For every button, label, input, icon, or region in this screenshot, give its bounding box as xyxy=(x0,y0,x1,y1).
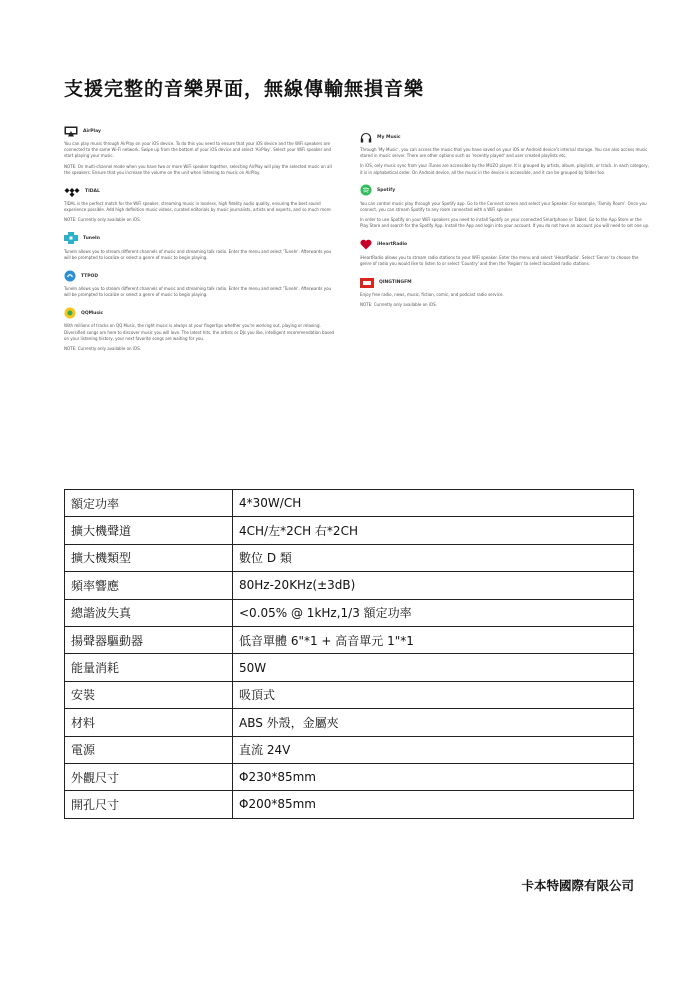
spec-value: 數位 D 類 xyxy=(233,544,634,571)
service-my-music xyxy=(360,130,650,176)
service-qingtingfm xyxy=(360,275,650,308)
service-name: QQMusic xyxy=(81,310,104,316)
spec-value: <0.05% @ 1kHz,1/3 額定功率 xyxy=(233,599,634,626)
table-row xyxy=(65,517,634,544)
spec-value: 80Hz-20KHz(±3dB) xyxy=(233,572,634,599)
spec-key: 開孔尺寸 xyxy=(65,791,233,818)
service-description: Enjoy free radio, news, music, fiction, comic, and podcast radio service. xyxy=(360,292,504,298)
service-airplay xyxy=(64,124,336,176)
right-service-column xyxy=(360,130,650,316)
page-title: 支援完整的音樂界面，無線傳輸無損音樂 xyxy=(64,78,425,100)
tidal-icon xyxy=(64,182,80,201)
spec-key: 電源 xyxy=(65,736,233,763)
airplay-icon xyxy=(64,122,78,141)
service-spotify xyxy=(360,184,650,230)
table-row xyxy=(65,490,634,517)
service-iheartradio xyxy=(360,238,650,267)
spec-value: Φ230*85mm xyxy=(233,763,634,790)
service-tidal xyxy=(64,184,336,224)
spec-key: 安裝 xyxy=(65,681,233,708)
service-description: TuneIn allows you to stream different channels of music and streaming talk radio. Enter the menu and select 'TuneIn'. Afterwards you will be prompted to localize or select a genre of music to begin playing. xyxy=(64,286,332,298)
iheartradio-icon xyxy=(360,235,372,254)
service-description: In iOS, only music sync from your iTunes are accessible by the MUZO player. It is grouped by artists, album, playlists, or track. In each category, it is in alphabetical order. On Android device, all the music in the device is accessible, and it can be grouped by folder too. xyxy=(360,163,649,175)
headphones-icon xyxy=(360,128,372,147)
left-service-column xyxy=(64,124,336,360)
spec-key: 額定功率 xyxy=(65,490,233,517)
spec-value: ABS 外殼，金屬夾 xyxy=(233,709,634,736)
spec-value: 吸頂式 xyxy=(233,681,634,708)
qingtingfm-icon xyxy=(360,273,374,292)
service-description: You can control music play through your Spotify app. Go to the Connect screen and select your Speaker. For example, 'Family Room'. Once you connect, you can stream Spotify to any room connected with a WiFi speaker. xyxy=(360,200,647,213)
service-tunein xyxy=(64,232,336,261)
spec-key: 總諧波失真 xyxy=(65,599,233,626)
spec-key: 能量消耗 xyxy=(65,654,233,681)
table-row xyxy=(65,736,634,763)
ttpod-icon xyxy=(64,267,76,286)
service-note: NOTE: Currently only available on iOS. xyxy=(360,302,437,308)
spotify-icon xyxy=(360,181,372,200)
service-name: TTPOD xyxy=(81,273,99,279)
spec-key: 頻率響應 xyxy=(65,572,233,599)
table-row xyxy=(65,572,634,599)
service-description: TuneIn allows you to stream different channels of music and streaming talk radio. Enter the menu and select 'TuneIn'. Afterwards you will be prompted to localize or select a genre of music to begin playing. xyxy=(64,248,332,260)
spec-key: 外觀尺寸 xyxy=(65,763,233,790)
spec-value: 低音單體 6"*1 + 高音單元 1"*1 xyxy=(233,626,634,653)
tunein-icon xyxy=(64,229,78,248)
table-row xyxy=(65,763,634,790)
service-note: NOTE: On multi-channel mode when you have two or more WiFi speaker together, selecting AirPlay will play the selected music on all the speakers. Ensure that you increase the volume on the unit when listening to music on AirPlay. xyxy=(64,163,332,175)
service-name: TIDAL xyxy=(85,188,100,194)
table-row xyxy=(65,654,634,681)
table-row xyxy=(65,626,634,653)
service-description: You can play music through AirPlay on your iOS device. To do this you need to ensure that your iOS device and the WiFi speakers are connected to the same Wi-Fi network. Swipe up from the bottom of your iOS device and select 'AirPlay'. Select your WiFi speaker and start playing your music. xyxy=(64,141,332,159)
spec-table xyxy=(64,489,634,819)
spec-key: 揚聲器驅動器 xyxy=(65,626,233,653)
service-name: AirPlay xyxy=(83,128,101,134)
service-description: With millions of tracks on QQ Music, the right music is always at your fingertips whether you're working out, playing or relaxing. Diversified songs are here to discover music you will love. The latest hits, the artists or DJs you like, intelligent recommendation based on your listening history, your next favorite songs are waiting for you. xyxy=(64,323,335,341)
qqmusic-icon xyxy=(64,304,76,323)
service-description: iHeartRadio allows you to stream radio stations to your WiFi speaker. Enter the menu and select 'iHeartRadio'. Select 'Genre' to choose the genre of radio you would like to listen to or select 'Country' and then the 'Region' to select localized radio stations. xyxy=(360,254,639,266)
service-description: In order to use Spotify on your WiFi speakers you need to install Spotify on your connected Smartphone or Tablet. Go to the App Store or the Play Store and search for the Spotify App. Install the App and login into your account. If you do not have an account you will need to set one up. xyxy=(360,217,650,229)
service-name: TuneIn xyxy=(83,236,100,242)
spec-value: 50W xyxy=(233,654,634,681)
spec-key: 擴大機聲道 xyxy=(65,517,233,544)
service-qqmusic xyxy=(64,306,336,352)
table-row xyxy=(65,791,634,818)
service-ttpod xyxy=(64,269,336,298)
spec-value: 直流 24V xyxy=(233,736,634,763)
service-name: Spotify xyxy=(377,188,396,194)
spec-key: 材料 xyxy=(65,709,233,736)
service-description: Through 'My Music', you can access the music that you have saved on your iOS or Android device's internal storage. You can also access music stored in music server. There are other options such as 'recently played' and user created playlists etc. xyxy=(360,147,648,159)
spec-value: 4*30W/CH xyxy=(233,490,634,517)
spec-key: 擴大機類型 xyxy=(65,544,233,571)
table-row xyxy=(65,681,634,708)
table-row xyxy=(65,544,634,571)
company-name: 卡本特國際有限公司 xyxy=(521,878,634,893)
service-name: iHeartRadio xyxy=(377,242,408,248)
service-description: TIDAL is the perfect match for the WiFi speaker, streaming music in lossless, high fidelity audio quality, ensuring the best sound experience possible. Add high definition music videos, curated editorials by music journalists, artists and experts, and so much more. xyxy=(64,201,332,213)
spec-value: Φ200*85mm xyxy=(233,791,634,818)
spec-value: 4CH/左*2CH 右*2CH xyxy=(233,517,634,544)
service-name: My Music xyxy=(377,134,401,140)
service-note: NOTE: Currently only available on iOS. xyxy=(64,217,141,223)
table-row xyxy=(65,599,634,626)
service-name: QINGTINGFM xyxy=(379,279,412,285)
service-note: NOTE: Currently only available on iOS. xyxy=(64,346,141,352)
table-row xyxy=(65,709,634,736)
